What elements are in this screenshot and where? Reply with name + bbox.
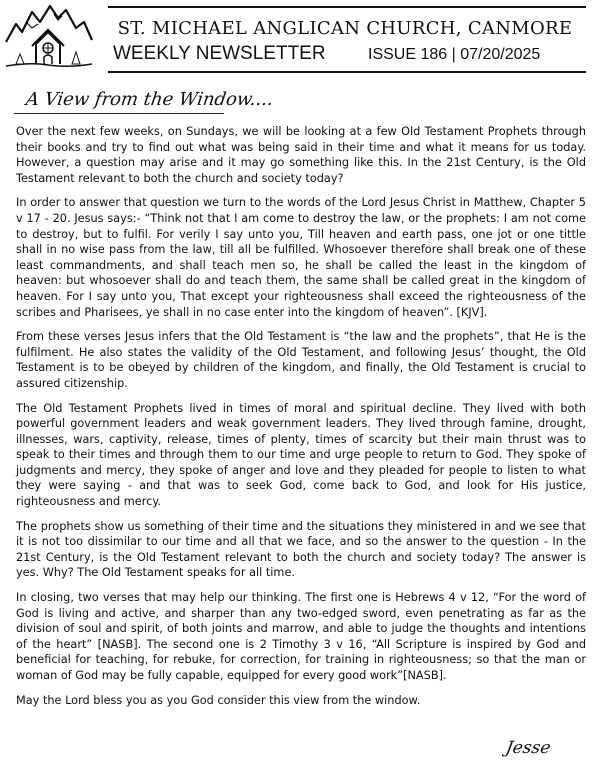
author-signature: Jesse [504, 738, 553, 758]
paragraph: The Old Testament Prophets lived in times of moral and spiritual decline. They lived with both powerful government leaders and weak government leaders. They lived through famine, drought, illnesses, wars, captivity, release, times of plenty, times of scarcity but their main thrust was to speak to their times and through them to our time and urge people to return to God. They spoke of judgments and mercy, they spoke of anger and love and they pleaded for people to listen to what they were saying - and that was to seek God, come back to God, and look for His justice, righteousness and mercy. [16, 401, 586, 509]
header-bottom-rule [108, 71, 586, 73]
newsletter-title: WEEKLY NEWSLETTER [113, 43, 326, 64]
closing-paragraph: May the Lord bless you as you God consider this view from the window. [16, 693, 421, 707]
paragraph: From these verses Jesus infers that the Old Testament is “the law and the prophets”, that He is the fulfilment. He also states the validity of the Old Testament, and following Jesus’ thought, the Old Testament is to be obeyed by children of the kingdom, and finally, the Old Testament is crucial to assured citizenship. [16, 330, 586, 390]
paragraph: In closing, two verses that may help our thinking. The first one is Hebrews 4 v 12, “For the word of God is living and active, and sharper than any two-edged sword, even penetrating as far as the division of soul and spirit, of both joints and marrow, and able to judge the thoughts and intentions of the heart” [NASB]. The second one is 2 Timothy 3 v 16, “All Scripture is inspired by God and beneficial for teaching, for rebuke, for correction, for training in righteousness; so that the man or woman of God may be fully capable, equipped for every good work”[NASB]. [16, 591, 586, 682]
column-title-underline [14, 113, 224, 114]
paragraph: Over the next few weeks, on Sundays, we will be looking at a few Old Testament Prophets through their books and try to find out what was being said in their time and what it means for us today. However, a question may arise and it may go something like this. In the 21st Century, is the Old Testament relevant to both the church and society today? [16, 125, 586, 185]
newsletter-header [0, 0, 600, 80]
article-body [16, 124, 586, 717]
issue-number-and-date: ISSUE 186 | 07/20/2025 [368, 46, 541, 63]
church-logo-icon [2, 2, 94, 76]
church-name: ST. MICHAEL ANGLICAN CHURCH, CANMORE [117, 18, 573, 39]
paragraph: The prophets show us something of their time and the situations they ministered in and we see that it is not too dissimilar to our time and all that we face, and so the answer to the question - In the 21st Century, is the Old Testament relevant to both the church and society today? The answer is yes. Why? The Old Testament speaks for all time. [16, 519, 586, 580]
paragraph: In order to answer that question we turn to the words of the Lord Jesus Christ in Matthew, Chapter 5 v 17 - 20. Jesus says:- “Think not that I am come to destroy the law, or the prophets: I am not come to destroy, but to fulfil. For verily I say unto you, Till heaven and earth pass, one jot or one tittle shall in no wise pass from the law, till all be fulfilled. Whosoever therefore shall break one of these least commandments, and shall teach men so, he shall be called the least in the kingdom of heaven: but whosoever shall do and teach them, the same shall be called great in the kingdom of heaven. For I say unto you, That except your righteousness shall exceed the righteousness of the scribes and Pharisees, ye shall in no case enter into the kingdom of heaven”. [KJV]. [16, 196, 586, 319]
header-top-rule [108, 6, 586, 8]
column-title: A View from the Window.... [24, 89, 275, 110]
